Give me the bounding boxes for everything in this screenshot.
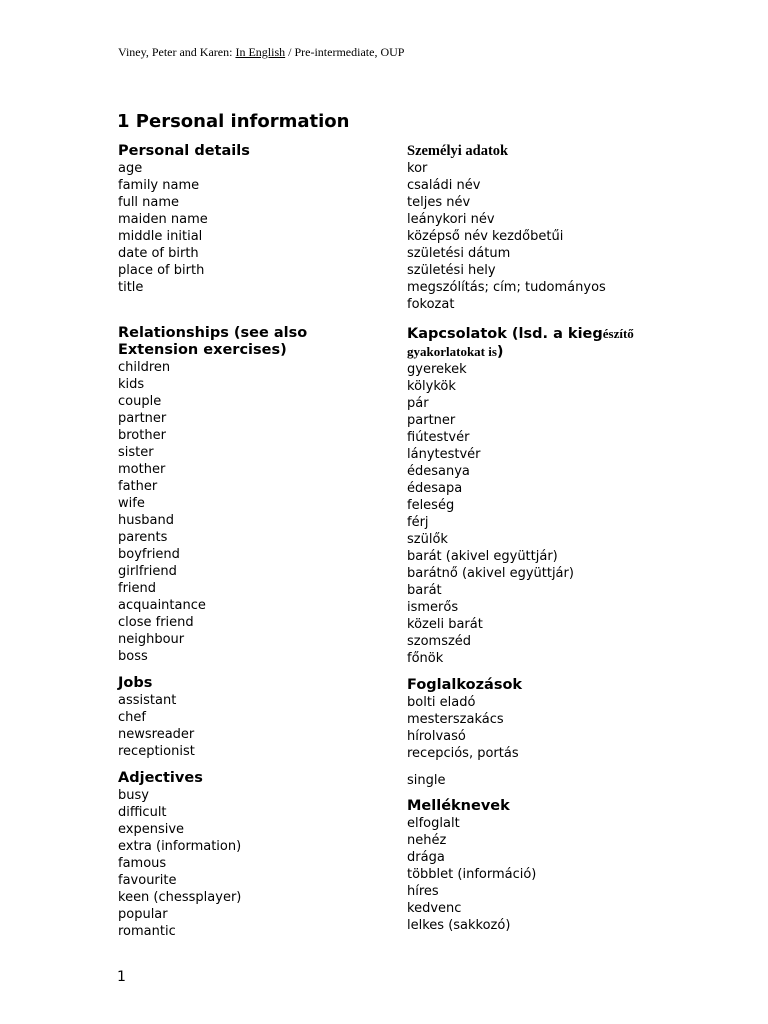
word-item: maiden name [118,212,208,227]
word-item: parents [118,530,168,545]
word-item: születési hely [407,263,496,278]
section-jobs [118,675,398,760]
single-word: single [407,773,446,788]
section-heading: Personal details [118,143,250,159]
section-heading [407,143,707,160]
section-gap [407,313,707,323]
section-heading-line1: Relationships (see also [118,325,308,341]
section-melleknevek [407,798,707,934]
word-item: partner [407,413,456,428]
word-item: partner [118,411,167,426]
word-item: neighbour [118,632,185,647]
word-item: couple [118,394,162,409]
word-item: középső név kezdőbetűi [407,229,564,244]
word-item: age [118,161,143,176]
section-heading: Foglalkozások [407,677,523,693]
word-item: boss [118,649,148,664]
word-item: hírolvasó [407,729,466,744]
header-book-title: In English [235,45,286,59]
section-foglalkozasok [407,677,707,762]
heading-text: Kapcsolatok (lsd. a kieg [407,326,603,342]
header-authors: Viney, Peter and Karen: [118,45,236,59]
word-item: keen (chessplayer) [118,890,242,905]
word-item: acquaintance [118,598,206,613]
section-gap [407,667,707,675]
word-item: elfoglalt [407,816,460,831]
word-item: kids [118,377,145,392]
word-item: kor [407,161,428,176]
section-relationships [118,325,398,665]
word-item: popular [118,907,168,922]
word-item: girlfriend [118,564,177,579]
word-item: father [118,479,158,494]
word-item: ismerős [407,600,459,615]
word-item: middle initial [118,229,203,244]
word-item: híres [407,884,439,899]
word-item: drága [407,850,445,865]
section-heading-line2 [407,343,707,361]
word-item: nehéz [407,833,447,848]
word-item: szülők [407,532,448,547]
hungarian-column [407,141,707,934]
word-item: favourite [118,873,177,888]
section-kapcsolatok [407,325,707,667]
word-item: barát (akivel együttjár) [407,549,558,564]
word-item: szomszéd [407,634,472,649]
word-item: mesterszakács [407,712,504,727]
word-item: newsreader [118,727,195,742]
word-item: édesanya [407,464,470,479]
word-item: közeli barát [407,617,483,632]
section-personal-details [118,143,398,313]
word-item: close friend [118,615,194,630]
word-item: mother [118,462,166,477]
heading-text-serif: gyakorlatokat is [407,344,497,359]
word-item: születési dátum [407,246,511,261]
word-item: kedvenc [407,901,462,916]
page-title: 1 Personal information [117,111,350,132]
english-column [118,141,398,940]
word-item: title [118,280,144,295]
word-item: feleség [407,498,455,513]
section-heading-line1 [407,325,707,343]
word-item: romantic [118,924,176,939]
word-item: recepciós, portás [407,746,519,761]
page-number: 1 [117,969,126,985]
word-item: family name [118,178,200,193]
word-item: főnök [407,651,444,666]
word-item: lánytestvér [407,447,481,462]
word-item: extra (information) [118,839,242,854]
word-item: expensive [118,822,185,837]
word-item: lelkes (sakkozó) [407,918,511,933]
section-gap [407,762,707,772]
word-item: assistant [118,693,177,708]
word-item: brother [118,428,166,443]
word-item: pár [407,396,429,411]
section-heading: Jobs [118,675,153,691]
word-item: children [118,360,171,375]
section-heading: Adjectives [118,770,203,786]
word-item: date of birth [118,246,199,261]
word-item: édesapa [407,481,463,496]
word-item: férj [407,515,429,530]
section-gap [407,789,707,796]
page-header [118,45,404,60]
section-adjectives [118,770,398,940]
word-item: gyerekek [407,362,467,377]
word-item: családi név [407,178,481,193]
word-item: kölykök [407,379,456,394]
word-item: teljes név [407,195,471,210]
section-gap [118,313,398,323]
header-suffix: / Pre-intermediate, OUP [285,45,405,59]
section-heading-line2: Extension exercises) [118,342,287,358]
word-item: receptionist [118,744,195,759]
section-gap [118,760,398,768]
word-item: full name [118,195,180,210]
word-item: friend [118,581,157,596]
section-heading: Melléknevek [407,798,510,814]
word-item: difficult [118,805,167,820]
heading-text-serif: észítő [602,326,634,341]
heading-text: Személyi adatok [407,143,509,159]
word-item: famous [118,856,167,871]
word-item: chef [118,710,146,725]
word-item: barát [407,583,442,598]
word-item: fiútestvér [407,430,470,445]
section-gap [118,665,398,673]
word-item: place of birth [118,263,205,278]
section-szemelyi-adatok [407,143,707,313]
word-item: megszólítás; cím; tudományos [407,280,606,295]
word-item: többlet (információ) [407,867,537,882]
word-item: bolti eladó [407,695,476,710]
word-item: wife [118,496,145,511]
heading-text: ) [496,344,504,360]
spacer-line [118,296,398,313]
word-item: barátnő (akivel együttjár) [407,566,574,581]
word-item: leánykori név [407,212,495,227]
word-item: busy [118,788,149,803]
word-item: husband [118,513,174,528]
word-item: sister [118,445,154,460]
word-item: boyfriend [118,547,180,562]
word-item: fokozat [407,297,455,312]
